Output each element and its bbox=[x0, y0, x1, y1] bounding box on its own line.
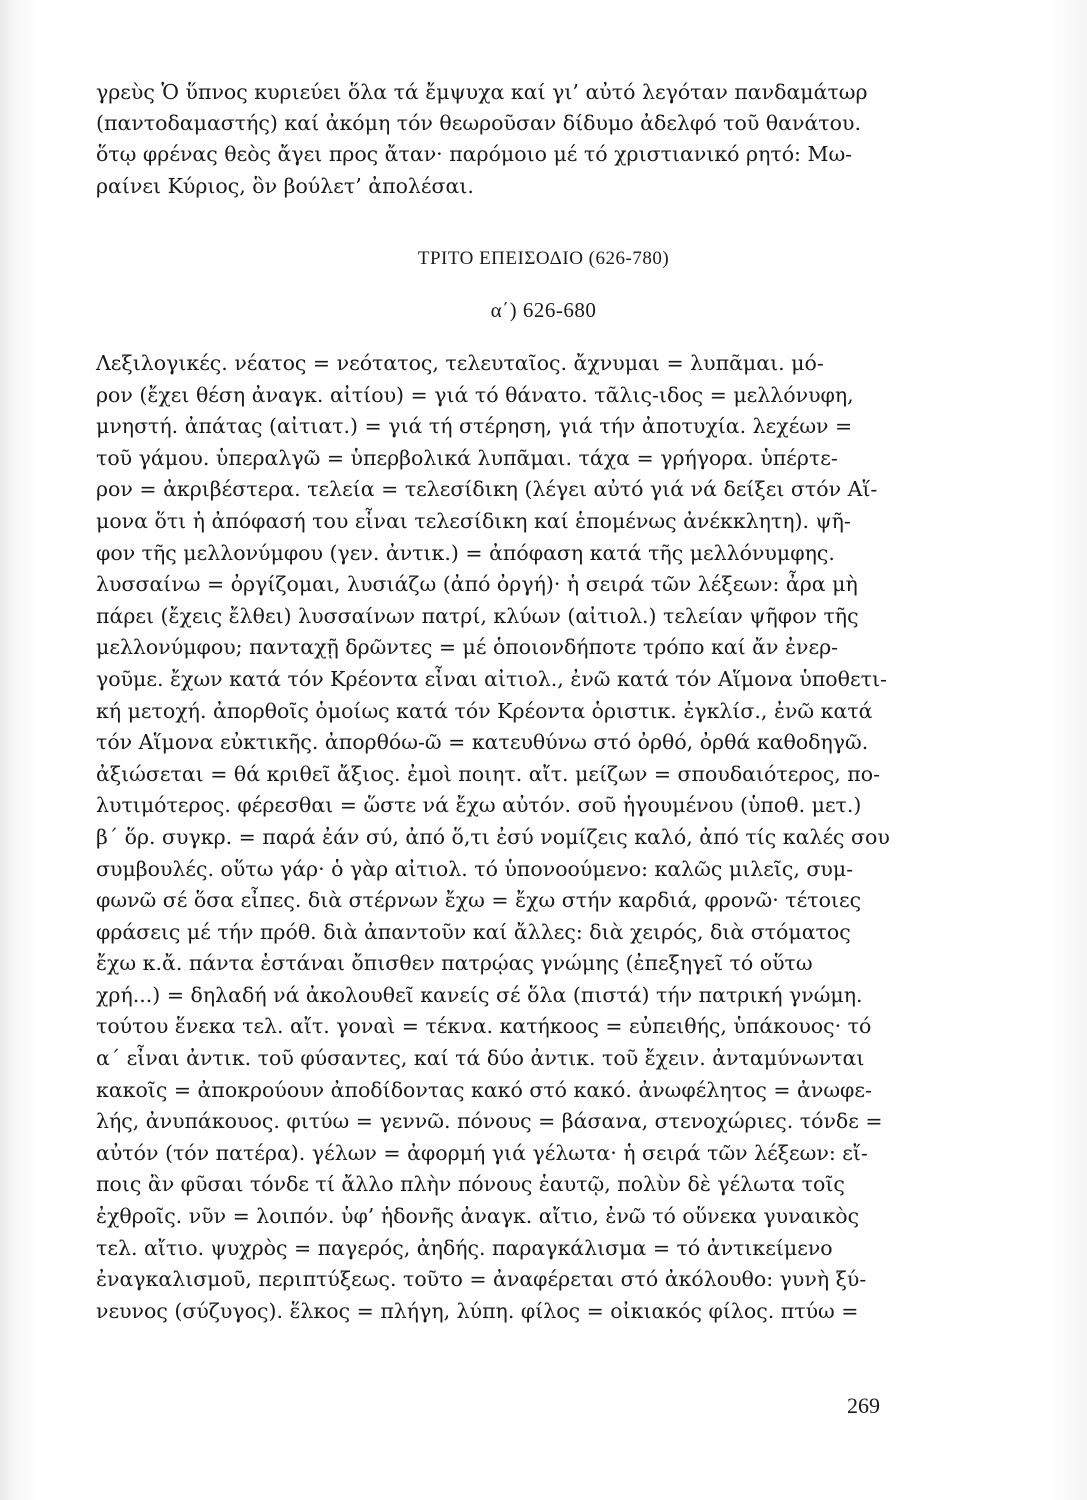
text-line: ἔχω κ.ἄ. πάντα ἑστάναι ὄπισθεν πατρῴας γνώμης (ἐπεξηγεῖ τό οὕτω bbox=[96, 951, 813, 976]
intro-paragraph bbox=[96, 77, 996, 202]
text-line: συμβουλές. οὕτω γάρ· ὁ γὰρ αἰτιολ. τό ὑπονοούμενο: καλῶς μιλεῖς, συμ- bbox=[96, 856, 854, 881]
text-line: α΄ εἶναι ἀντικ. τοῦ φύσαντες, καί τά δύο ἀντικ. τοῦ ἔχειν. ἀνταμύνωνται bbox=[96, 1046, 865, 1071]
text-line: χρή...) = δηλαδή νά ἀκολουθεῖ κανείς σέ ὅλα (πιστά) τήν πατρική γνώμη. bbox=[96, 982, 863, 1007]
text-line: (παντοδαμαστής) καί ἀκόμη τόν θεωροῦσαν δίδυμο ἀδελφό τοῦ θανάτου. bbox=[96, 111, 861, 136]
text-line: γοῦμε. ἔχων κατά τόν Κρέοντα εἶναι αἰτιολ., ἐνῶ κατά τόν Αἵμονα ὑποθετι- bbox=[96, 666, 887, 691]
text-line: τελ. αἴτιο. ψυχρὸς = παγερός, ἀηδής. παραγκάλισμα = τό ἀντικείμενο bbox=[96, 1235, 833, 1260]
text-line: μελλονύμφου; πανταχῇ δρῶντες = μέ ὁποιονδήποτε τρόπο καί ἄν ἐνερ- bbox=[96, 635, 839, 660]
text-line: κή μετοχή. ἀπορθοῖς ὁμοίως κατά τόν Κρέοντα ὁριστικ. ἐγκλίσ., ἐνῶ κατά bbox=[96, 698, 873, 723]
text-line: β΄ ὅρ. συγκρ. = παρά ἐάν σύ, ἀπό ὅ,τι ἐσύ νομίζεις καλό, ἀπό τίς καλές σου bbox=[96, 824, 890, 849]
vocabulary-paragraph bbox=[96, 348, 996, 1327]
text-line: ὅτῳ φρένας θεὸς ἄγει προς ἄταν· παρόμοιο μέ τό χριστιανικό ρητό: Μω- bbox=[96, 142, 853, 167]
text-line: τοῦ γάμου. ὑπεραλγῶ = ὑπερβολικά λυπᾶμαι. τάχα = γρήγορα. ὑπέρτε- bbox=[96, 445, 838, 470]
text-line: ρον = ἀκριβέστερα. τελεία = τελεσίδικη (λέγει αὐτό γιά νά δείξει στόν Αἵ- bbox=[96, 477, 878, 502]
text-line: λυσσαίνω = ὀργίζομαι, λυσιάζω (ἀπό ὀργή)· ἡ σειρά τῶν λέξεων: ἆρα μὴ bbox=[96, 572, 858, 597]
text-line: πάρει (ἔχεις ἔλθει) λυσσαίνων πατρί, κλύων (αἰτιολ.) τελείαν ψῆφον τῆς bbox=[96, 603, 859, 628]
text-line: λυτιμότερος. φέρεσθαι = ὥστε νά ἔχω αὐτόν. σοῦ ἡγουμένου (ὑποθ. μετ.) bbox=[96, 793, 862, 818]
text-line: λής, ἀνυπάκουος. φιτύω = γεννῶ. πόνους = βάσανα, στενοχώριες. τόνδε = bbox=[96, 1109, 883, 1134]
text-line: τόν Αἵμονα εὐκτικῆς. ἀπορθόω-ῶ = κατευθύνω στό ὀρθό, ὀρθά καθοδηγῶ. bbox=[96, 730, 869, 755]
text-line: ἀξιώσεται = θά κριθεῖ ἄξιος. ἐμοὶ ποιητ. αἴτ. μείζων = σπουδαιότερος, πο- bbox=[96, 761, 880, 786]
text-line: κακοῖς = ἀποκρούουν ἀποδίδοντας κακό στό κακό. ἀνωφέλητος = ἀνωφε- bbox=[96, 1077, 872, 1102]
page-number: 269 bbox=[847, 1393, 880, 1418]
text-line: ἐναγκαλισμοῦ, περιπτύξεως. τοῦτο = ἀναφέρεται στό ἀκόλουθο: γυνὴ ξύ- bbox=[96, 1267, 867, 1292]
text-line: ἐχθροῖς. νῦν = λοιπόν. ὑφ’ ἡδονῆς ἀναγκ. αἴτιο, ἐνῶ τό οὕνεκα γυναικὸς bbox=[96, 1204, 860, 1229]
text-line: ρον (ἔχει θέση ἀναγκ. αἰτίου) = γιά τό θάνατο. τᾶλις-ιδος = μελλόνυφη, bbox=[96, 382, 854, 407]
section-title: ΤΡΙΤΟ ΕΠΕΙΣΟΔΙΟ (626-780) bbox=[417, 248, 670, 269]
text-line: αὐτόν (τόν πατέρα). γέλων = ἀφορμή γιά γέλωτα· ἡ σειρά τῶν λέξεων: εἴ- bbox=[96, 1140, 868, 1165]
text-line: τούτου ἕνεκα τελ. αἴτ. γοναὶ = τέκνα. κατήκοος = εὐπειθής, ὑπάκουος· τό bbox=[96, 1014, 872, 1039]
subsection-title: α΄) 626-680 bbox=[490, 298, 597, 322]
text-line: ποις ἂν φῦσαι τόνδε τί ἄλλο πλὴν πόνους ἑαυτῷ, πολὺν δὲ γέλωτα τοῖς bbox=[96, 1172, 845, 1197]
text-line: μονα ὅτι ἡ ἀπόφασή του εἶναι τελεσίδικη καί ἑπομένως ἀνέκκλητη). ψῆ- bbox=[96, 508, 851, 533]
text-line: γρεὺς Ὁ ὕπνος κυριεύει ὅλα τά ἔμψυχα καί γι’ αὐτό λεγόταν πανδαμάτωρ bbox=[96, 80, 868, 104]
text-line: φράσεις μέ τήν πρόθ. διὰ ἀπαντοῦν καί ἄλλες: διὰ χειρός, διὰ στόματος bbox=[96, 919, 851, 944]
text-line: ραίνει Κύριος, ὃν βούλετ’ ἀπολέσαι. bbox=[96, 173, 474, 198]
text-line: φωνῶ σέ ὅσα εἶπες. διὰ στέρνων ἔχω = ἔχω στήν καρδιά, φρονῶ· τέτοιες bbox=[96, 888, 862, 913]
text-line: νευνος (σύζυγος). ἕλκος = πλήγη, λύπη. φίλος = οἰκιακός φίλος. πτύω = bbox=[96, 1298, 859, 1323]
text-line: Λεξιλογικές. νέατος = νεότατος, τελευταῖος. ἄχνυμαι = λυπᾶμαι. μό- bbox=[96, 351, 824, 375]
text-line: φον τῆς μελλονύμφου (γεν. ἀντικ.) = ἀπόφαση κατά τῆς μελλόνυμφης. bbox=[96, 540, 835, 565]
text-line: μνηστή. ἀπάτας (αἰτιατ.) = γιά τή στέρηση, γιά τήν ἀποτυχία. λεχέων = bbox=[96, 414, 853, 439]
